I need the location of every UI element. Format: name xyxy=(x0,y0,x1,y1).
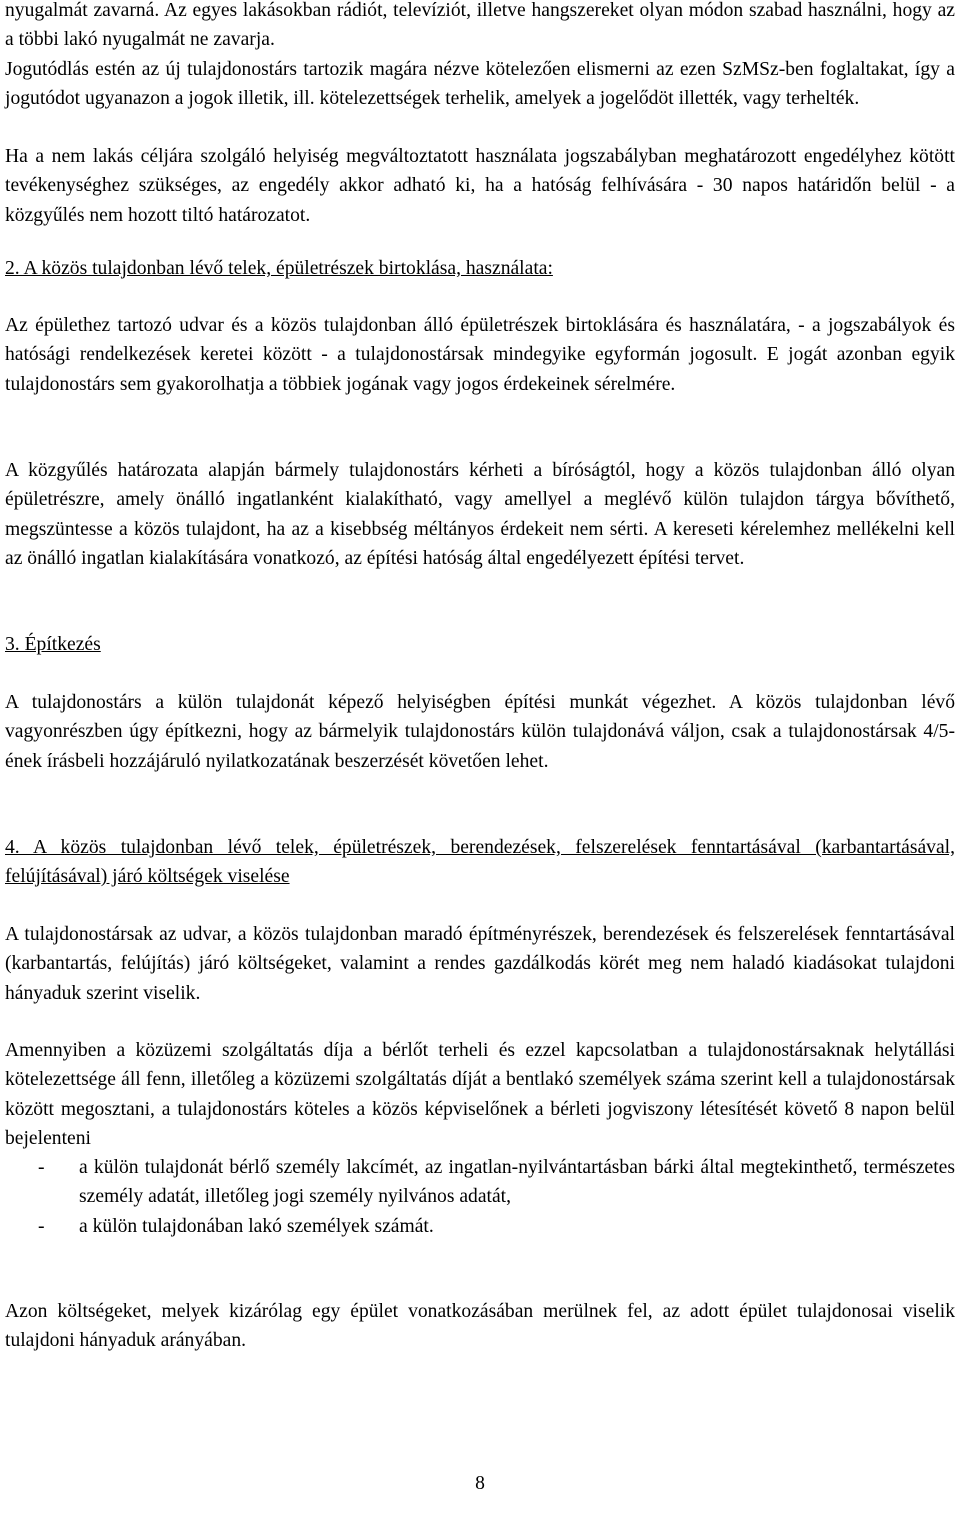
section-heading-2: 2. A közös tulajdonban lévő telek, épületrészek birtoklása, használata: xyxy=(5,258,553,279)
page-number: 8 xyxy=(475,1473,485,1494)
list-marker: - xyxy=(38,1215,45,1237)
section-heading-4: 4. A közös tulajdonban lévő telek, épületrészek, berendezések, felszerelések fenntartásával (karbantartásával, felújításával) járó költségek viselése xyxy=(5,837,955,888)
paragraph-cost-sharing: A tulajdonostársak az udvar, a közös tulajdonban maradó építményrészek, berendezések és felszerelések fenntartásával (karbantartás, felújítás) járó költségeket, valamint a rendes gazdálkodás körét meg nem haladó kiadásokat tulajdoni hányaduk szerint viselik. xyxy=(5,924,955,1004)
list-item-text: a külön tulajdonában lakó személyek számát. xyxy=(79,1215,434,1237)
list-item xyxy=(0,1212,955,1241)
list-marker: - xyxy=(38,1157,45,1178)
list-item xyxy=(0,1153,955,1212)
notification-list xyxy=(0,1153,960,1241)
paragraph-court-request: A közgyűlés határozata alapján bármely tulajdonostárs kérheti a bíróságtól, hogy a közös tulajdonban álló olyan épületrészre, amely önálló ingatlanként kialakítható, vagy amellyel a meglévő külön tulajdon tárgya bővíthető, megszüntesse a közös tulajdont, ha az a kisebbség méltányos érdekeit nem sérti. A kereseti kérelemhez mellékelni kell az önálló ingatlan kialakítására vonatkozó, az építési hatóság által engedélyezett építési tervet. xyxy=(5,460,955,569)
paragraph-common-property-use: Az épülethez tartozó udvar és a közös tulajdonban álló épületrészek birtoklására és használatára, - a jogszabályok és hatósági rendelkezések keretei között - a tulajdonostársak mindegyike egyformán jogosult. E jogát azonban egyik tulajdonostárs sem gyakorolhatja a többiek jogának vagy jogos érdekeinek sérelmére. xyxy=(5,315,955,395)
paragraph-non-residential-use: Ha a nem lakás céljára szolgáló helyiség megváltoztatott használata jogszabályban meghatározott engedélyhez kötött tevékenységhez szükséges, az engedély akkor adható ki, ha a hatóság felhívására - 30 napos határidőn belül - a közgyűlés nem hozott tiltó határozatot. xyxy=(5,146,955,226)
list-item-text: a külön tulajdonát bérlő személy lakcímét, az ingatlan-nyilvántartásban bárki által megtekinthető, természetes személy adatát, illetőleg jogi személy nyilvános adatát, xyxy=(79,1157,955,1208)
paragraph-legal-succession: Jogutódlás estén az új tulajdonostárs tartozik magára nézve kötelezően elismerni az ezen SzMSz-ben foglaltakat, így a jogutódot ugyanazon a jogok illetik, ill. kötelezettségek terhelik, amelyek a jogelődöt illették, vagy terhelték. xyxy=(5,59,955,110)
paragraph-building-costs: Azon költségeket, melyek kizárólag egy épület vonatkozásában merülnek fel, az adott épület tulajdonosai viselik tulajdoni hányaduk arányában. xyxy=(5,1301,955,1352)
paragraph-quiet-use: nyugalmát zavarná. Az egyes lakásokban rádiót, televíziót, illetve hangszereket olyan módon szabad használni, hogy az a többi lakó nyugalmát ne zavarja. xyxy=(5,0,955,51)
paragraph-construction: A tulajdonostárs a külön tulajdonát képező helyiségben építési munkát végezhet. A közös tulajdonban lévő vagyonrészben úgy építkezni, hogy az bármelyik tulajdonostárs külön tulajdonává váljon, csak a tulajdonostársak 4/5-ének írásbeli hozzájáruló nyilatkozatának beszerzését követően lehet. xyxy=(5,692,955,772)
paragraph-utility-fees: Amennyiben a közüzemi szolgáltatás díja a bérlőt terheli és ezzel kapcsolatban a tulajdonostársaknak helytállási kötelezettsége áll fenn, illetőleg a közüzemi szolgáltatás díját a bentlakó személyek száma szerint kell a tulajdonostársak között megosztani, a tulajdonostárs köteles a közös képviselőnek a bérleti jogviszony létesítését követő 8 napon belül bejelenteni xyxy=(5,1040,955,1149)
section-heading-3: 3. Építkezés xyxy=(5,634,101,655)
